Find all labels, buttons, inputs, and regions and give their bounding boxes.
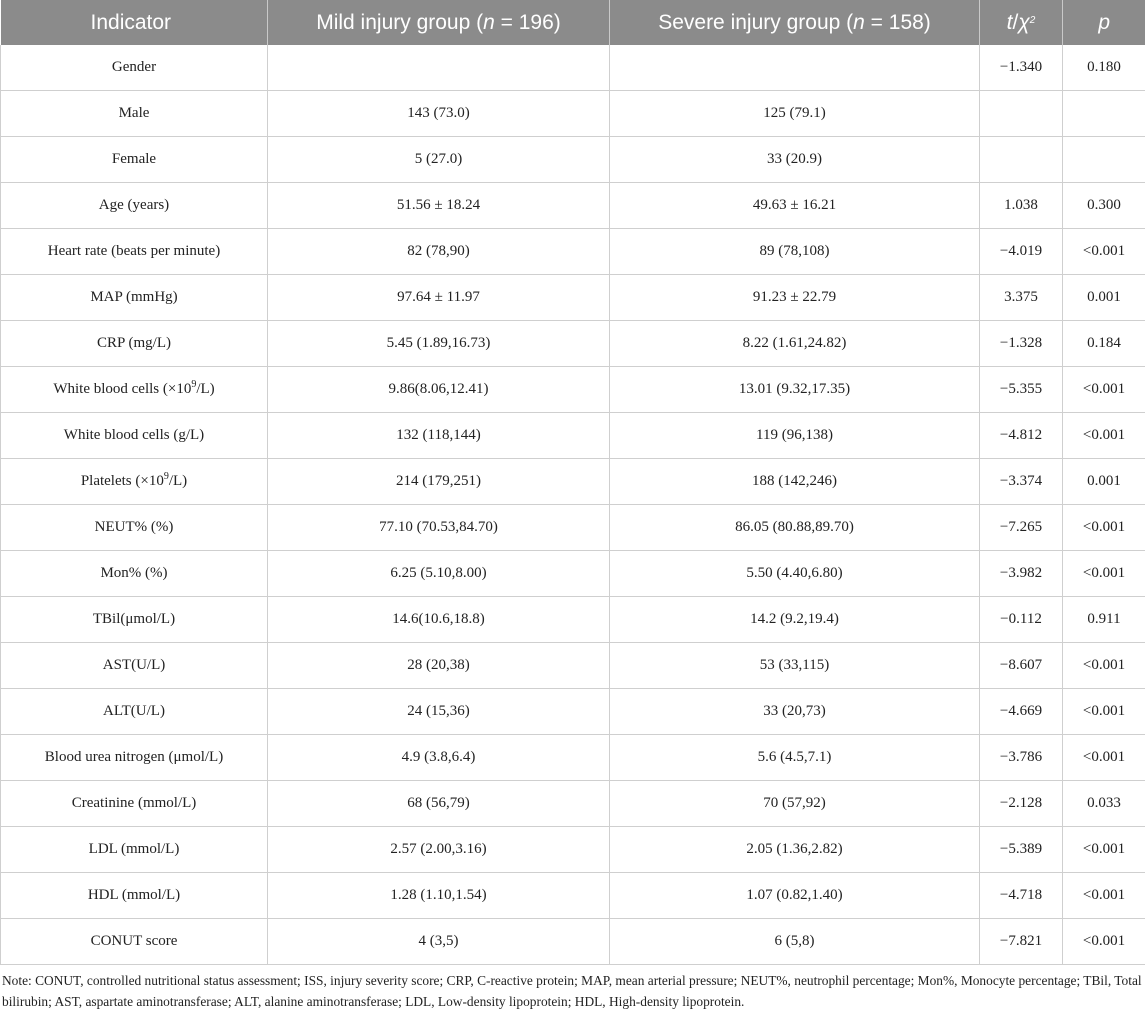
header-p-value bbox=[1063, 0, 1145, 45]
cell-mild: 4 (3,5) bbox=[268, 919, 610, 965]
cell-severe: 119 (96,138) bbox=[610, 413, 980, 459]
table-row bbox=[1, 137, 1145, 183]
cell-severe: 49.63 ± 16.21 bbox=[610, 183, 980, 229]
cell-severe: 5.50 (4.40,6.80) bbox=[610, 551, 980, 597]
cell-p-value: <0.001 bbox=[1063, 643, 1145, 689]
cell-indicator: TBil(μmol/L) bbox=[1, 597, 268, 643]
table-row bbox=[1, 413, 1145, 459]
cell-statistic bbox=[980, 91, 1063, 137]
cell-mild: 77.10 (70.53,84.70) bbox=[268, 505, 610, 551]
cell-indicator: Blood urea nitrogen (μmol/L) bbox=[1, 735, 268, 781]
cell-severe: 5.6 (4.5,7.1) bbox=[610, 735, 980, 781]
cell-indicator: Male bbox=[1, 91, 268, 137]
table-row bbox=[1, 275, 1145, 321]
header-row bbox=[1, 0, 1145, 45]
cell-indicator: Heart rate (beats per minute) bbox=[1, 229, 268, 275]
cell-indicator bbox=[1, 367, 268, 413]
header-severe-n: n bbox=[853, 11, 865, 34]
cell-indicator: Female bbox=[1, 137, 268, 183]
cell-indicator: Gender bbox=[1, 45, 268, 91]
cell-mild: 143 (73.0) bbox=[268, 91, 610, 137]
cell-p-value: 0.033 bbox=[1063, 781, 1145, 827]
cell-statistic: −4.019 bbox=[980, 229, 1063, 275]
indicator-suffix: /L) bbox=[196, 381, 214, 397]
cell-mild: 9.86(8.06,12.41) bbox=[268, 367, 610, 413]
cell-p-value: <0.001 bbox=[1063, 919, 1145, 965]
header-mild-suffix: = 196) bbox=[495, 11, 561, 34]
cell-statistic: −7.265 bbox=[980, 505, 1063, 551]
cell-severe: 86.05 (80.88,89.70) bbox=[610, 505, 980, 551]
cell-severe: 33 (20.9) bbox=[610, 137, 980, 183]
cell-mild: 68 (56,79) bbox=[268, 781, 610, 827]
table-row bbox=[1, 827, 1145, 873]
indicator-prefix: White blood cells (×10 bbox=[53, 381, 191, 397]
table-row bbox=[1, 229, 1145, 275]
cell-indicator: HDL (mmol/L) bbox=[1, 873, 268, 919]
table-row bbox=[1, 643, 1145, 689]
cell-severe: 8.22 (1.61,24.82) bbox=[610, 321, 980, 367]
header-severe-prefix: Severe injury group ( bbox=[658, 11, 853, 34]
cell-severe bbox=[610, 45, 980, 91]
cell-statistic: −3.982 bbox=[980, 551, 1063, 597]
cell-statistic: −3.374 bbox=[980, 459, 1063, 505]
cell-indicator: White blood cells (g/L) bbox=[1, 413, 268, 459]
cell-statistic: −4.669 bbox=[980, 689, 1063, 735]
cell-p-value: 0.300 bbox=[1063, 183, 1145, 229]
table-row bbox=[1, 321, 1145, 367]
header-mild-prefix: Mild injury group ( bbox=[316, 11, 483, 34]
cell-statistic: −1.340 bbox=[980, 45, 1063, 91]
cell-severe: 125 (79.1) bbox=[610, 91, 980, 137]
cell-mild: 4.9 (3.8,6.4) bbox=[268, 735, 610, 781]
indicator-suffix: /L) bbox=[169, 473, 187, 489]
cell-indicator: NEUT% (%) bbox=[1, 505, 268, 551]
header-statistic bbox=[980, 0, 1063, 45]
cell-severe: 1.07 (0.82,1.40) bbox=[610, 873, 980, 919]
cell-mild: 14.6(10.6,18.8) bbox=[268, 597, 610, 643]
cell-p-value bbox=[1063, 137, 1145, 183]
cell-mild: 2.57 (2.00,3.16) bbox=[268, 827, 610, 873]
cell-severe: 89 (78,108) bbox=[610, 229, 980, 275]
cell-mild: 28 (20,38) bbox=[268, 643, 610, 689]
header-mild-group bbox=[268, 0, 610, 45]
cell-statistic: −7.821 bbox=[980, 919, 1063, 965]
cell-statistic: −8.607 bbox=[980, 643, 1063, 689]
indicator-superscript: 9 bbox=[191, 379, 196, 390]
header-severe-group bbox=[610, 0, 980, 45]
cell-statistic: −2.128 bbox=[980, 781, 1063, 827]
table-body bbox=[1, 45, 1145, 965]
header-slash: / bbox=[1012, 11, 1018, 34]
header-t-symbol: t bbox=[1007, 11, 1013, 34]
cell-indicator: CRP (mg/L) bbox=[1, 321, 268, 367]
cell-severe: 91.23 ± 22.79 bbox=[610, 275, 980, 321]
cell-severe: 188 (142,246) bbox=[610, 459, 980, 505]
header-indicator: Indicator bbox=[1, 0, 268, 45]
header-chi-symbol: χ bbox=[1018, 11, 1029, 34]
table-row bbox=[1, 505, 1145, 551]
cell-statistic: −1.328 bbox=[980, 321, 1063, 367]
cell-mild: 1.28 (1.10,1.54) bbox=[268, 873, 610, 919]
cell-indicator bbox=[1, 459, 268, 505]
cell-statistic: −4.718 bbox=[980, 873, 1063, 919]
indicator-superscript: 9 bbox=[164, 471, 169, 482]
cell-p-value: <0.001 bbox=[1063, 505, 1145, 551]
cell-severe: 6 (5,8) bbox=[610, 919, 980, 965]
cell-mild: 5 (27.0) bbox=[268, 137, 610, 183]
cell-mild: 51.56 ± 18.24 bbox=[268, 183, 610, 229]
header-chi-power: 2 bbox=[1030, 15, 1036, 26]
cell-severe: 53 (33,115) bbox=[610, 643, 980, 689]
cell-statistic bbox=[980, 137, 1063, 183]
cell-severe: 33 (20,73) bbox=[610, 689, 980, 735]
table-row bbox=[1, 459, 1145, 505]
cell-statistic: −0.112 bbox=[980, 597, 1063, 643]
table-row bbox=[1, 919, 1145, 965]
cell-p-value: 0.184 bbox=[1063, 321, 1145, 367]
cell-mild bbox=[268, 45, 610, 91]
table-row bbox=[1, 597, 1145, 643]
cell-statistic: −3.786 bbox=[980, 735, 1063, 781]
cell-mild: 97.64 ± 11.97 bbox=[268, 275, 610, 321]
table-row bbox=[1, 91, 1145, 137]
table-row bbox=[1, 551, 1145, 597]
cell-statistic: 1.038 bbox=[980, 183, 1063, 229]
cell-p-value: <0.001 bbox=[1063, 689, 1145, 735]
cell-statistic: 3.375 bbox=[980, 275, 1063, 321]
cell-p-value: 0.180 bbox=[1063, 45, 1145, 91]
cell-p-value: <0.001 bbox=[1063, 827, 1145, 873]
cell-mild: 6.25 (5.10,8.00) bbox=[268, 551, 610, 597]
cell-statistic: −5.389 bbox=[980, 827, 1063, 873]
cell-indicator: MAP (mmHg) bbox=[1, 275, 268, 321]
cell-statistic: −5.355 bbox=[980, 367, 1063, 413]
cell-severe: 14.2 (9.2,19.4) bbox=[610, 597, 980, 643]
cell-mild: 132 (118,144) bbox=[268, 413, 610, 459]
table-row bbox=[1, 781, 1145, 827]
cell-p-value bbox=[1063, 91, 1145, 137]
table-header bbox=[1, 0, 1145, 45]
cell-indicator: Mon% (%) bbox=[1, 551, 268, 597]
cell-p-value: <0.001 bbox=[1063, 551, 1145, 597]
cell-indicator: CONUT score bbox=[1, 919, 268, 965]
table-note: Note: CONUT, controlled nutritional status assessment; ISS, injury severity score; CRP, C-reactive protein; MAP, mean arterial pressure; NEUT%, neutrophil percentage; Mon%, Monocyte percentage; TBil, Total bilirubin; AST, aspartate aminotransferase; ALT, alanine aminotransferase; LDL, Low-density lipoprotein; HDL, High-density lipoprotein. bbox=[0, 965, 1142, 1012]
table-row bbox=[1, 183, 1145, 229]
cell-p-value: 0.001 bbox=[1063, 275, 1145, 321]
cell-p-value: <0.001 bbox=[1063, 735, 1145, 781]
cell-mild: 24 (15,36) bbox=[268, 689, 610, 735]
cell-p-value: 0.911 bbox=[1063, 597, 1145, 643]
table-row bbox=[1, 735, 1145, 781]
header-mild-n: n bbox=[483, 11, 495, 34]
cell-p-value: <0.001 bbox=[1063, 229, 1145, 275]
cell-indicator: LDL (mmol/L) bbox=[1, 827, 268, 873]
cell-p-value: 0.001 bbox=[1063, 459, 1145, 505]
indicator-prefix: Platelets (×10 bbox=[81, 473, 164, 489]
cell-mild: 214 (179,251) bbox=[268, 459, 610, 505]
cell-p-value: <0.001 bbox=[1063, 873, 1145, 919]
cell-severe: 13.01 (9.32,17.35) bbox=[610, 367, 980, 413]
cell-p-value: <0.001 bbox=[1063, 367, 1145, 413]
cell-indicator: AST(U/L) bbox=[1, 643, 268, 689]
cell-mild: 82 (78,90) bbox=[268, 229, 610, 275]
table-row bbox=[1, 367, 1145, 413]
cell-severe: 2.05 (1.36,2.82) bbox=[610, 827, 980, 873]
table-row bbox=[1, 689, 1145, 735]
cell-indicator: ALT(U/L) bbox=[1, 689, 268, 735]
cell-indicator: Age (years) bbox=[1, 183, 268, 229]
table-row bbox=[1, 873, 1145, 919]
cell-indicator: Creatinine (mmol/L) bbox=[1, 781, 268, 827]
cell-mild: 5.45 (1.89,16.73) bbox=[268, 321, 610, 367]
cell-p-value: <0.001 bbox=[1063, 413, 1145, 459]
header-p-symbol: p bbox=[1098, 11, 1110, 34]
table-row bbox=[1, 45, 1145, 91]
cell-severe: 70 (57,92) bbox=[610, 781, 980, 827]
cell-statistic: −4.812 bbox=[980, 413, 1063, 459]
header-severe-suffix: = 158) bbox=[865, 11, 931, 34]
